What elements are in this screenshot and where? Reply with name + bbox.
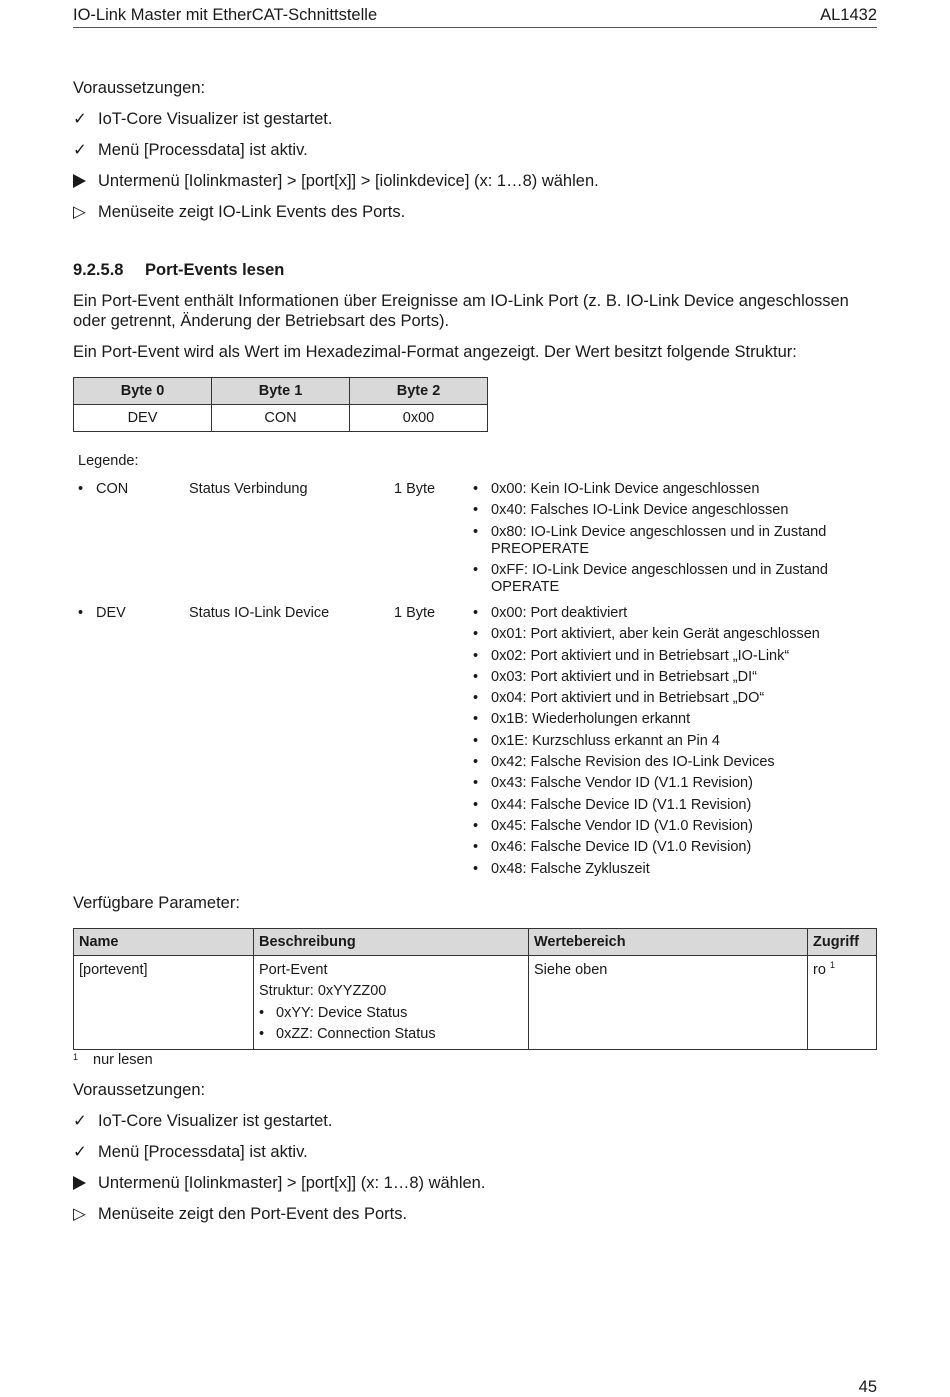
legend-values — [473, 605, 833, 882]
params-header: Wertebereich — [529, 929, 808, 956]
byte-value: 0x00 — [350, 405, 488, 432]
section-heading — [73, 259, 877, 281]
params-header: Name — [74, 929, 254, 956]
legend-value: • 0x80: IO-Link Device angeschlossen und in Zustand PREOPERATE — [473, 524, 833, 558]
legend-size: 1 Byte — [394, 481, 436, 497]
param-name: [portevent] — [74, 956, 254, 1050]
legend-size: 1 Byte — [394, 605, 436, 621]
legend-value: • 0x1B: Wiederholungen erkannt — [473, 711, 833, 728]
byte-structure-table — [73, 377, 488, 432]
list-item: Untermenü [Iolinkmaster] > [port[x]] (x: 1…8) wählen. — [73, 1172, 877, 1203]
param-description: Port-Event Struktur: 0xYYZZ00 • 0xYY: Device Status • 0xZZ: Connection Status — [254, 956, 529, 1050]
result-arrow-icon: ▷ — [73, 203, 86, 221]
legend-value: • 0x44: Falsche Device ID (V1.1 Revision) — [473, 797, 833, 814]
params-heading: Verfügbare Parameter: — [73, 894, 240, 912]
list-item: ▷ Menüseite zeigt den Port-Event des Ports. — [73, 1205, 408, 1223]
section-paragraph-2: Ein Port-Event wird als Wert im Hexadezimal-Format angezeigt. Der Wert besitzt folgende Struktur: — [73, 343, 797, 361]
list-item: Untermenü [Iolinkmaster] > [port[x]] > [iolinkdevice] (x: 1…8) wählen. — [73, 170, 877, 201]
header-title: IO-Link Master mit EtherCAT-Schnittstelle — [73, 6, 378, 24]
legend-value: • 0x1E: Kurzschluss erkannt an Pin 4 — [473, 733, 833, 750]
list-item: ✓ IoT-Core Visualizer ist gestartet. — [73, 110, 333, 128]
prerequisites-block-2 — [73, 1079, 877, 1234]
section-title: Port-Events lesen — [145, 261, 285, 279]
legend-value: • 0x48: Falsche Zykluszeit — [473, 861, 833, 878]
action-arrow-icon — [73, 170, 93, 194]
param-access: ro $^1$ — [808, 956, 877, 1050]
checkmark-icon: ✓ — [73, 1112, 87, 1130]
legend-name: CON — [96, 481, 129, 497]
list-item: ✓ IoT-Core Visualizer ist gestartet. — [73, 1112, 333, 1130]
byte-header: Byte 0 — [74, 378, 212, 405]
checkmark-icon: ✓ — [73, 141, 87, 159]
byte-header: Byte 2 — [350, 378, 488, 405]
legend-value: • 0x42: Falsche Revision des IO-Link Devices — [473, 754, 833, 771]
legend-value: • 0x00: Kein IO-Link Device angeschlossen — [473, 481, 833, 498]
legend-value: • 0x04: Port aktiviert und in Betriebsart „DO“ — [473, 690, 833, 707]
prerequisites-heading: Voraussetzungen: — [73, 79, 206, 97]
legend-value: • 0x40: Falsches IO-Link Device angeschlossen — [473, 502, 833, 519]
page-header — [73, 4, 877, 28]
params-header: Beschreibung — [254, 929, 529, 956]
legend-value: • 0x02: Port aktiviert und in Betriebsart „IO-Link“ — [473, 648, 833, 665]
list-item: ✓ Menü [Processdata] ist aktiv. — [73, 1143, 308, 1161]
list-item: ✓ Menü [Processdata] ist aktiv. — [73, 141, 308, 159]
legend-values — [473, 481, 833, 600]
legend-description: Status IO-Link Device — [189, 605, 330, 621]
header-doc-id: AL1432 — [820, 6, 877, 24]
legend-name: DEV — [96, 605, 126, 621]
result-arrow-icon: ▷ — [73, 1205, 86, 1223]
legend-value: • 0x45: Falsche Vendor ID (V1.0 Revision) — [473, 818, 833, 835]
legend-value: • 0x43: Falsche Vendor ID (V1.1 Revision) — [473, 775, 833, 792]
legend-label: Legende: — [78, 453, 139, 469]
list-item: ▷ Menüseite zeigt IO-Link Events des Ports. — [73, 203, 406, 221]
param-range: Siehe oben — [529, 956, 808, 1050]
params-table — [73, 928, 877, 1050]
byte-value: CON — [212, 405, 350, 432]
legend-value: • 0x46: Falsche Device ID (V1.0 Revision) — [473, 839, 833, 856]
footnote: $^1$ nur lesen — [73, 1052, 153, 1068]
legend-value: • 0xFF: IO-Link Device angeschlossen und in Zustand OPERATE — [473, 562, 833, 596]
checkmark-icon: ✓ — [73, 1143, 87, 1161]
action-arrow-icon — [73, 1172, 93, 1196]
legend-description: Status Verbindung — [189, 481, 308, 497]
prerequisites-heading: Voraussetzungen: — [73, 1081, 206, 1099]
checkmark-icon: ✓ — [73, 110, 87, 128]
legend-value: • 0x01: Port aktiviert, aber kein Gerät angeschlossen — [473, 626, 833, 643]
section-number: 9.2.5.8 — [73, 261, 124, 279]
table-row — [74, 956, 877, 1050]
legend-value: • 0x03: Port aktiviert und in Betriebsart „DI“ — [473, 669, 833, 686]
legend-value: • 0x00: Port deaktiviert — [473, 605, 833, 622]
footnote-ref: 1 — [829, 960, 835, 971]
prerequisites-block-1 — [73, 77, 877, 232]
params-header: Zugriff — [808, 929, 877, 956]
page-number: 45 — [858, 1378, 877, 1396]
byte-header: Byte 1 — [212, 378, 350, 405]
section-paragraph-1: Ein Port-Event enthält Informationen über Ereignisse am IO-Link Port (z. B. IO-Link Device angeschlossen oder getrennt, Änderung der Betriebsart des Ports). — [73, 292, 849, 330]
byte-value: DEV — [74, 405, 212, 432]
